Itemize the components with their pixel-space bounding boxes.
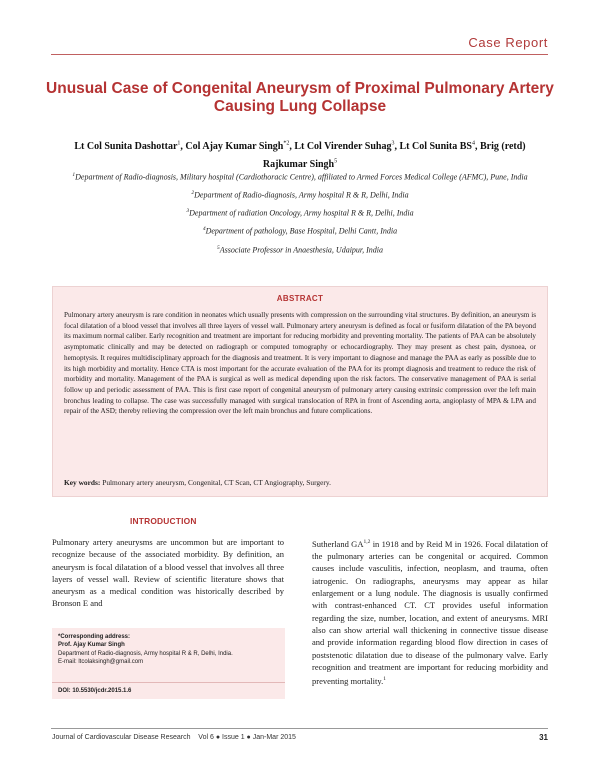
issue-date: Jan-Mar 2015 [252, 734, 296, 741]
abstract-box [52, 286, 548, 497]
correspondence-box [52, 628, 285, 699]
affiliation: $^2$Department of Radio-diagnosis, Army hospital R & R, Delhi, India [191, 190, 409, 200]
bullet-icon: ● [215, 734, 221, 741]
correspondence-heading: *Corresponding address: [58, 634, 131, 640]
issue: Issue 1 [222, 734, 245, 741]
volume: Vol 6 [198, 734, 214, 741]
affiliation: $^3$Department of radiation Oncology, Army hospital R & R, Delhi, India [186, 208, 414, 218]
author: Brig (retd) Rajkumar Singh$^5$ [262, 141, 526, 170]
affiliation-list [60, 170, 540, 261]
article-title: Unusual Case of Congenital Aneurysm of Proximal Pulmonary Artery Causing Lung Collapse [46, 80, 554, 115]
affiliation: $^4$Department of pathology, Base Hospital, Delhi Cantt, India [202, 226, 398, 237]
affiliation: $^1$Department of Radio-diagnosis, Military hospital (Cardiothoracic Centre), affiliated to Armed Forces Medical College (AFMC), Pune, India [72, 172, 528, 182]
keywords [64, 478, 536, 487]
doi[interactable]: DOI: 10.5530/jcdr.2015.1.6 [58, 687, 132, 694]
section-label: Case Report [468, 35, 548, 50]
intro-left-column: Pulmonary artery aneurysms are uncommon but are important to recognize because of the associated morbidity. By definition, an aneurysm is focal dilatation of a blood vessel that involves all three layers of vessel wall. Review of scientific literature shows that aneurysm as a medical condition was historically described by Bronson E and [52, 537, 284, 609]
abstract-heading: ABSTRACT [276, 294, 324, 303]
keywords-label: Key words: [64, 478, 101, 487]
correspondence-dept: Department of Radio-diagnosis, Army hospital R & R, Delhi, India. [58, 650, 233, 657]
affiliation: $^5$Associate Professor in Anaesthesia, Udaipur, India [216, 244, 384, 255]
journal-name: Journal of Cardiovascular Disease Research [52, 734, 191, 741]
correspondence-email[interactable]: E-mail: ltcolaksingh@gmail.com [58, 658, 144, 665]
keywords-text: Pulmonary artery aneurysm, Congenital, CT Scan, CT Angiography, Surgery. [102, 478, 331, 487]
author: Col Ajay Kumar Singh$^{*2}$, [185, 141, 295, 153]
intro-right-column: Sutherland GA$^{1,2}$ in 1918 and by Reid M in 1926. Focal dilatation of the pulmonary arteries can be congenital or acquired. Common causes include vasculitis, infection, neoplasm, and trauma, often iatrogenic. On radiographs, aneurysms may appear as hilar enlargement or a lung nodule. The diagnosis is usually confirmed with contrast-enhanced CT. CT provides useful information regarding the size, number, location, and extent of aneurysms. MRI also can show arterial wall thickening in connective tissue disease and provide information regarding blood flow direction in cases of poststenotic dilatation due to disease of the pulmonary valve. Early recognition and treatment are important for reducing morbidity and preventing mortality.$^1$ [312, 538, 548, 686]
abstract-text: Pulmonary artery aneurysm is rare condition in neonates which usually presents with compression on the surrounding vital structures. By definition, an aneurysm is focal dilatation of a blood vessel that involves all three layers of vessel wall. Pulmonary artery aneurysm is defined as focal or fusiform dilatation of the PA beyond its maximum normal caliber. Early recognition and treatment are important for reducing morbidity and preventing mortality. The patients of PAA can be absolutely asymptomatic clinically and may be detected on radiograph or computed tomography or echocardiography. They may present as chest pain, dysnoea, or hemoptysis. It requires multidisciplinary approach for the diagnosis and treatment. It is very important to diagnose and manage the PAA as early as possible due to its high morbidity and mortality. Hence CTA is most important for the accurate evaluation of the PAA for its prompt diagnosis and treatment to reduce the risk of morbidity and mortality. Management of the PAA is surgical as well as medical depending upon the risk factors. The conservative management of PAA is serial follow up and periodic assessment of PAA. This is first case report of congenital aneurysm of pulmonary artery causing extrinsic compression over the left main bronchus leading to collapse. The case was successfully managed with surgical translocation of RPA in front of Ascending aorta, angioplasty of MPA & LPA and repair of the ASD; thereby relieving the compression over the left main bronchus and future complications. [64, 311, 536, 416]
correspondence-name: Prof. Ajay Kumar Singh [58, 642, 125, 649]
author: Lt Col Virender Suhag$^3$, [294, 141, 400, 153]
introduction-heading: INTRODUCTION [130, 516, 197, 526]
bullet-icon: ● [246, 734, 251, 741]
correspondence-divider [52, 682, 285, 683]
author-list [60, 137, 540, 172]
page-number: 31 [539, 733, 548, 742]
author: Lt Col Sunita $BS^4$, [399, 141, 480, 153]
header-rule [51, 54, 548, 55]
footer-citation [52, 734, 296, 741]
author: Lt Col Sunita Dashottar$^1$, [74, 141, 186, 153]
footer-rule [51, 728, 548, 729]
